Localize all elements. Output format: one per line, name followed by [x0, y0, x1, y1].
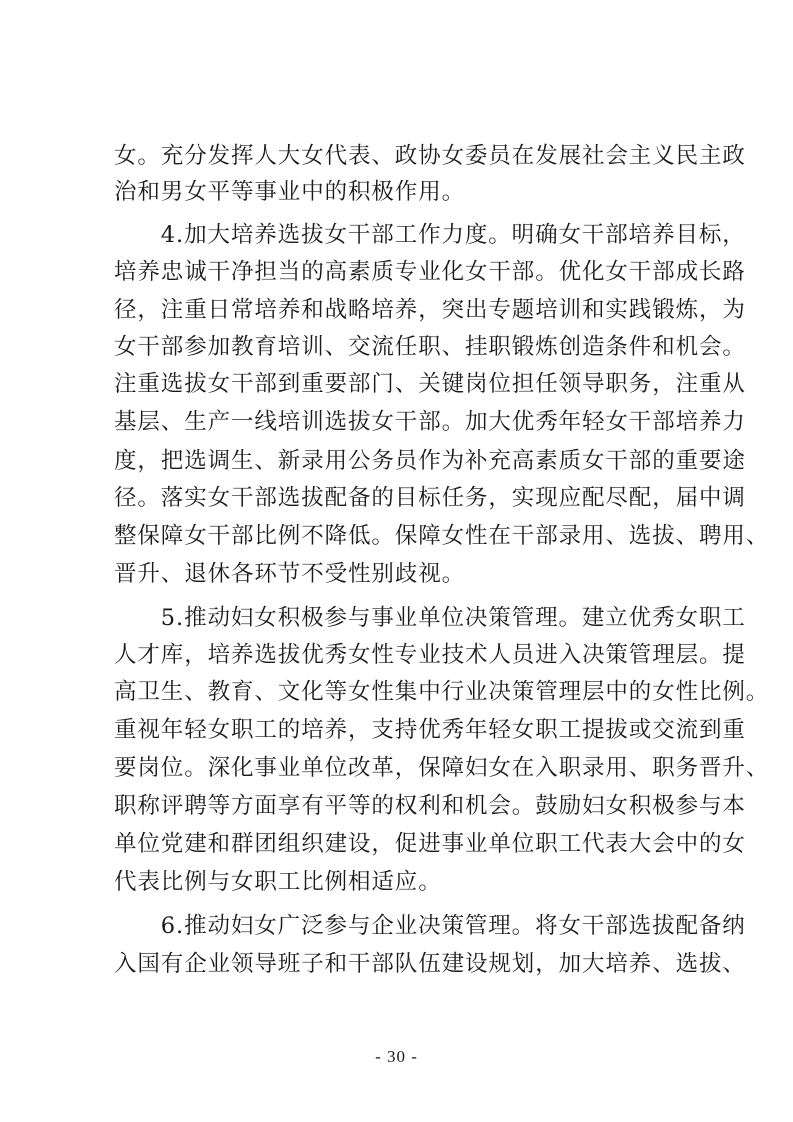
text-line: 培养忠诚干净担当的高素质专业化女干部。优化女干部成长路: [114, 259, 746, 285]
text-line: 单位党建和群团组织建设，促进事业单位职工代表大会中的女: [114, 831, 746, 857]
text-line: 径。落实女干部选拔配备的目标任务，实现应配尽配，届中调: [114, 485, 746, 511]
text-line: 职称评聘等方面享有平等的权利和机会。鼓励妇女积极参与本: [114, 793, 746, 819]
text-line: 女。充分发挥人大女代表、政协女委员在发展社会主义民主政: [114, 143, 746, 169]
text-line: 高卫生、教育、文化等女性集中行业决策管理层中的女性比例。: [114, 679, 770, 705]
text-line: 治和男女平等事业中的积极作用。: [114, 179, 466, 205]
text-line: 代表比例与女职工比例相适应。: [114, 869, 442, 895]
text-line: 重视年轻女职工的培养，支持优秀年轻女职工提拔或交流到重: [114, 717, 746, 743]
text-line: 注重选拔女干部到重要部门、关键岗位担任领导职务，注重从: [114, 371, 746, 397]
text-line: 女干部参加教育培训、交流任职、挂职锻炼创造条件和机会。: [114, 334, 746, 360]
page-number: - 30 -: [375, 1047, 418, 1066]
text-line: 4.加大培养选拔女干部工作力度。明确女干部培养目标，: [114, 222, 746, 248]
text-line: 入国有企业领导班子和干部队伍建设规划，加大培养、选拔、: [114, 951, 746, 977]
text-line: 径，注重日常培养和战略培养，突出专题培训和实践锻炼，为: [114, 297, 746, 323]
text-line: 晋升、退休各环节不受性别歧视。: [114, 561, 466, 587]
text-line: 要岗位。深化事业单位改革，保障妇女在入职录用、职务晋升、: [114, 755, 770, 781]
text-line: 5.推动妇女积极参与事业单位决策管理。建立优秀女职工: [114, 605, 746, 631]
text-line: 度，把选调生、新录用公务员作为补充高素质女干部的重要途: [114, 448, 746, 474]
text-line: 整保障女干部比例不降低。保障女性在干部录用、选拔、聘用、: [114, 523, 770, 549]
text-line: 基层、生产一线培训选拔女干部。加大优秀年轻女干部培养力: [114, 409, 746, 435]
text-line: 6.推动妇女广泛参与企业决策管理。将女干部选拔配备纳: [114, 913, 746, 939]
text-line: 人才库，培养选拔优秀女性专业技术人员进入决策管理层。提: [114, 642, 746, 668]
